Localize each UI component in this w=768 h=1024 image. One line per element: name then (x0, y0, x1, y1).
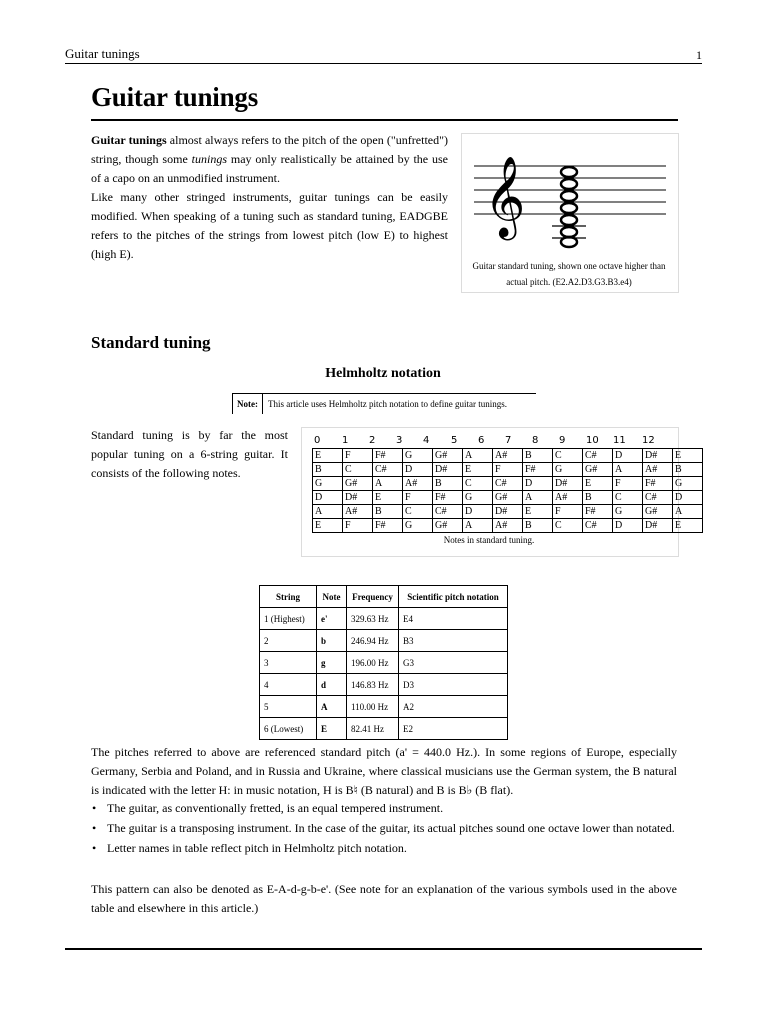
note-cell: B (673, 463, 703, 477)
fret-number: 12 (642, 435, 655, 446)
note-cell: F# (373, 449, 403, 463)
running-header-title: Guitar tunings (65, 46, 140, 61)
scientific-pitch-cell: D3 (399, 674, 508, 696)
note-cell: C (553, 449, 583, 463)
list-item: • The guitar, as conventionally fretted, is an equal tempered instrument. (92, 801, 444, 815)
note-cell: A# (643, 463, 673, 477)
strings-frequency-table (259, 585, 508, 740)
note-cell: D (523, 477, 553, 491)
note-cell: C (463, 477, 493, 491)
note-cell: C# (643, 491, 673, 505)
page-number: 1 (696, 48, 702, 62)
treble-clef-icon: 𝄞 (484, 155, 526, 237)
intro-text-1: almost always refers to the pitch of the open ("unfretted") string, though some (91, 133, 449, 166)
note-cell: D# (493, 505, 523, 519)
note-cell: A (463, 449, 493, 463)
note-cell: e' (317, 608, 347, 630)
table-row (260, 674, 508, 696)
note-cell: F# (643, 477, 673, 491)
note-cell: g (317, 652, 347, 674)
note-cell: F (613, 477, 643, 491)
note-cell: A (463, 519, 493, 533)
note-cell: A (313, 505, 343, 519)
note-cell: F# (373, 519, 403, 533)
note-cell: C# (583, 519, 613, 533)
table-row (260, 652, 508, 674)
string-cell: 6 (Lowest) (260, 718, 317, 740)
note-cell: E (523, 505, 553, 519)
note-cell: F (493, 463, 523, 477)
table-row (260, 718, 508, 740)
note-cell: D# (643, 519, 673, 533)
note-cell: B (433, 477, 463, 491)
note-cell: A# (403, 477, 433, 491)
fret-number: 4 (423, 435, 430, 446)
note-cell: G# (343, 477, 373, 491)
note-cell: A (373, 477, 403, 491)
note-cell: C# (433, 505, 463, 519)
column-header-string: String (260, 586, 317, 608)
note-cell: C (403, 505, 433, 519)
note-cell: C# (583, 449, 613, 463)
note-cell: D# (553, 477, 583, 491)
note-cell: E (673, 449, 703, 463)
intro-bold-term: Guitar tunings (91, 133, 167, 147)
note-cell: C# (373, 463, 403, 477)
table-row (313, 449, 703, 463)
pattern-denotation-paragraph: This pattern can also be denoted as E-A-d-g-b-e'. (See note for an explanation of the various symbols used in the above table and elsewhere in this article.) (91, 882, 677, 915)
note-cell: D# (433, 463, 463, 477)
note-cell: b (317, 630, 347, 652)
note-cell: E (673, 519, 703, 533)
note-cell: G (673, 477, 703, 491)
table-row (260, 608, 508, 630)
table-row (313, 463, 703, 477)
table-row (260, 696, 508, 718)
note-label: Note: (233, 394, 263, 414)
scientific-pitch-cell: E2 (399, 718, 508, 740)
fretboard-figure-caption: Notes in standard tuning. (443, 535, 535, 545)
fret-number: 2 (369, 435, 376, 446)
string-cell: 1 (Highest) (260, 608, 317, 630)
table-row (313, 491, 703, 505)
note-text: This article uses Helmholtz pitch notation to define guitar tunings. (268, 399, 507, 409)
note-cell: C# (493, 477, 523, 491)
note-cell: F (403, 491, 433, 505)
note-cell: A# (553, 491, 583, 505)
note-cell: F# (583, 505, 613, 519)
note-cell: B (313, 463, 343, 477)
note-cell: D (463, 505, 493, 519)
notes-bullet-list (91, 799, 677, 859)
note-cell: D (403, 463, 433, 477)
note-cell: F# (433, 491, 463, 505)
list-item-text: The guitar is a transposing instrument. In the case of the guitar, its actual pitches sound one octave lower than notated. (107, 821, 675, 835)
note-cell: A# (493, 519, 523, 533)
standard-tuning-paragraph: Standard tuning is by far the most popular tuning on a 6-string guitar. It consists of the following notes. (91, 428, 288, 480)
note-cell: G# (433, 449, 463, 463)
table-header-row (260, 586, 508, 608)
frequency-cell: 329.63 Hz (347, 608, 399, 630)
fret-number: 8 (532, 435, 539, 446)
note-cell: B (523, 449, 553, 463)
scientific-pitch-cell: E4 (399, 608, 508, 630)
note-cell: F (553, 505, 583, 519)
intro-paragraph-2: Like many other stringed instruments, guitar tunings can be easily modified. When speaking of a tuning such as standard tuning, EADGBE refers to the pitches of the strings from lowest pitch (low E) to highest (high E). (91, 190, 448, 261)
note-cell: C (343, 463, 373, 477)
note-cell: A (523, 491, 553, 505)
footer-rule (65, 948, 702, 950)
note-cell: D (313, 491, 343, 505)
section-heading-standard-tuning: Standard tuning (91, 333, 211, 352)
fret-number: 11 (613, 435, 626, 446)
note-cell: G# (643, 505, 673, 519)
scientific-pitch-cell: B3 (399, 630, 508, 652)
column-header-frequency: Frequency (347, 586, 399, 608)
fret-number: 1 (342, 435, 349, 446)
note-cell: F# (523, 463, 553, 477)
note-cell: A (317, 696, 347, 718)
table-row (313, 477, 703, 491)
note-cell: G (313, 477, 343, 491)
fret-number: 5 (451, 435, 458, 446)
fret-number: 3 (396, 435, 403, 446)
article-title: Guitar tunings (91, 82, 259, 112)
scientific-pitch-cell: G3 (399, 652, 508, 674)
string-cell: 4 (260, 674, 317, 696)
note-cell: G (463, 491, 493, 505)
note-cell: D# (343, 491, 373, 505)
strings-table-body (260, 608, 508, 740)
string-cell: 5 (260, 696, 317, 718)
string-cell: 3 (260, 652, 317, 674)
note-cell: G (553, 463, 583, 477)
note-cell: A# (343, 505, 373, 519)
note-cell: E (313, 449, 343, 463)
intro-paragraph-1 (91, 131, 448, 188)
scientific-pitch-cell: A2 (399, 696, 508, 718)
intro-italic-term: tunings (191, 152, 227, 166)
table-row (313, 505, 703, 519)
chord-notes (561, 167, 577, 247)
note-cell: G (613, 505, 643, 519)
list-item: • Letter names in table reflect pitch in Helmholtz pitch notation. (92, 841, 407, 855)
list-item-text: The guitar, as conventionally fretted, is an equal tempered instrument. (107, 801, 444, 815)
note-cell: G# (493, 491, 523, 505)
frequency-cell: 82.41 Hz (347, 718, 399, 740)
note-cell: E (463, 463, 493, 477)
column-header-note: Note (317, 586, 347, 608)
note-cell: E (317, 718, 347, 740)
note-cell: G# (433, 519, 463, 533)
note-cell: F (343, 449, 373, 463)
note-cell: D (673, 491, 703, 505)
header-rule (65, 63, 702, 64)
subheading-helmholtz-notation: Helmholtz notation (325, 366, 441, 381)
note-cell: B (523, 519, 553, 533)
note-cell: A (673, 505, 703, 519)
staff-figure-caption: Guitar standard tuning, shown one octave higher than actual pitch. (E2.A2.D3.G3.B3.e4) (472, 261, 666, 287)
note-cell: E (373, 491, 403, 505)
fret-number: 6 (478, 435, 485, 446)
table-row (313, 519, 703, 533)
note-cell: C (553, 519, 583, 533)
note-cell: G (403, 519, 433, 533)
string-cell: 2 (260, 630, 317, 652)
fretboard-notes-table (312, 448, 703, 533)
list-item: • The guitar is a transposing instrument. In the case of the guitar, its actual pitches sound one octave lower than notated. (92, 821, 675, 835)
note-cell: C (613, 491, 643, 505)
fret-number: 0 (314, 435, 321, 446)
note-cell: B (583, 491, 613, 505)
intro-text-2: may only realistically be attained by the use of a capo on an unmodified instrument. (91, 152, 448, 185)
frequency-cell: 110.00 Hz (347, 696, 399, 718)
note-cell: E (313, 519, 343, 533)
frequency-cell: 196.00 Hz (347, 652, 399, 674)
note-cell: B (373, 505, 403, 519)
note-cell: G# (583, 463, 613, 477)
fretboard-notes-body (313, 449, 703, 533)
pitch-reference-paragraph: The pitches referred to above are referenced standard pitch (a' = 440.0 Hz.). In some regions of Europe, especially Germany, Serbia and Poland, and in Russia and Ukraine, where classical musicians use the German system, the B natural is indicated with the letter H: in music notation, H is B♮ (B natural) and B is B♭ (B flat). (91, 745, 677, 797)
note-cell: d (317, 674, 347, 696)
fret-number: 9 (559, 435, 566, 446)
note-cell: D (613, 449, 643, 463)
note-cell: A (613, 463, 643, 477)
fret-number: 7 (505, 435, 512, 446)
table-row (260, 630, 508, 652)
note-cell: D# (643, 449, 673, 463)
frequency-cell: 246.94 Hz (347, 630, 399, 652)
note-cell: D (613, 519, 643, 533)
column-header-scientific-pitch: Scientific pitch notation (399, 586, 508, 608)
note-cell: G (403, 449, 433, 463)
note-cell: E (583, 477, 613, 491)
note-box (232, 393, 536, 414)
fret-number: 10 (586, 435, 599, 446)
music-staff-image (462, 134, 678, 254)
list-item-text: Letter names in table reflect pitch in Helmholtz pitch notation. (107, 841, 407, 855)
frequency-cell: 146.83 Hz (347, 674, 399, 696)
title-rule (91, 119, 678, 121)
note-cell: F (343, 519, 373, 533)
note-cell: A# (493, 449, 523, 463)
